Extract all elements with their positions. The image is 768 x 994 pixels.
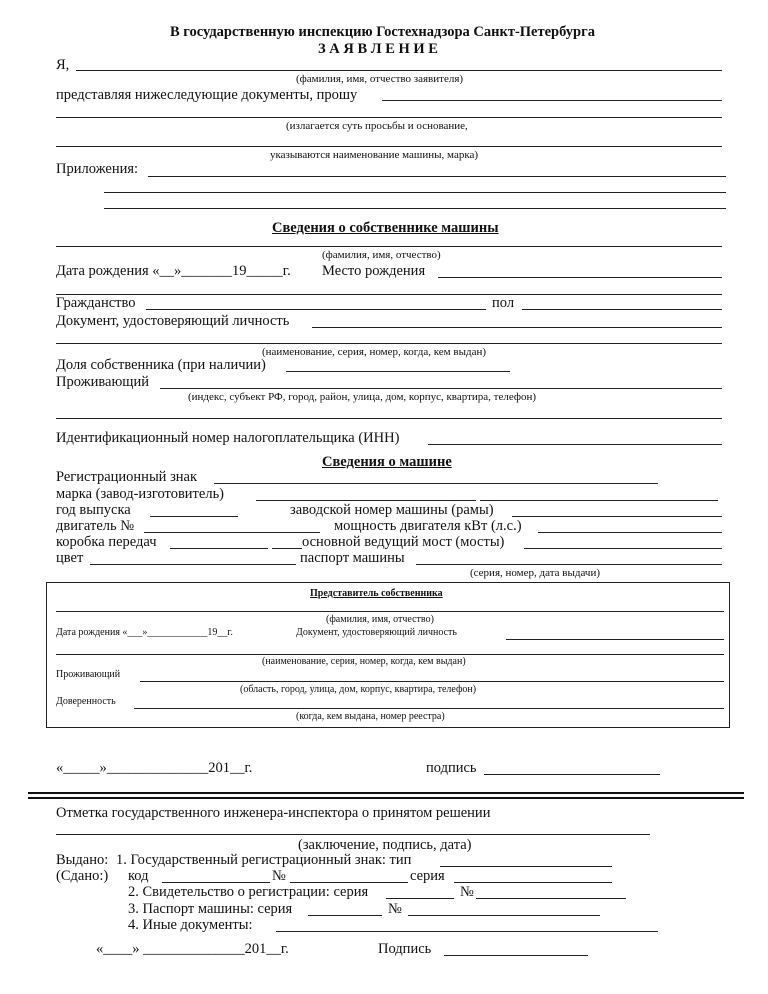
brand-label: марка (завод-изготовитель): [56, 486, 225, 502]
attachments-line-3[interactable]: [104, 208, 726, 209]
power-of-attorney-line[interactable]: [134, 708, 724, 709]
brand-line[interactable]: [256, 500, 476, 501]
request-label: представляя нижеследующие документы, прошу: [56, 87, 358, 103]
citizenship-label: Гражданство: [56, 295, 136, 311]
rep-id-doc-line-2[interactable]: [56, 654, 724, 655]
other-docs-line[interactable]: [276, 931, 658, 932]
share-line[interactable]: [286, 371, 510, 372]
passport-label: паспорт машины: [300, 550, 405, 566]
issued-item-4: 4. Иные документы:: [128, 917, 253, 933]
representative-box: [46, 582, 730, 728]
issued-item-3: 3. Паспорт машины: серия: [128, 901, 293, 917]
certificate-series-line[interactable]: [386, 898, 454, 899]
divider-top: [28, 792, 744, 794]
request-line-1[interactable]: [382, 100, 722, 101]
passport-hint: (серия, номер, дата выдачи): [470, 567, 601, 579]
rep-name-line[interactable]: [56, 611, 724, 612]
engine-label: двигатель №: [56, 518, 135, 534]
request-hint-1: (излагается суть просьбы и основание,: [286, 120, 468, 132]
inn-label: Идентификационный номер налогоплательщика (ИНН): [56, 430, 400, 446]
brand-line-2[interactable]: [480, 500, 718, 501]
inspector-heading: Отметка государственного инженера-инспектора о принятом решении: [56, 805, 491, 821]
inspector-sign-line[interactable]: [444, 955, 588, 956]
rep-residence-label: Проживающий: [56, 669, 121, 680]
applicant-name-line[interactable]: [76, 70, 722, 71]
owner-residence-line-2[interactable]: [56, 418, 722, 419]
color-label: цвет: [56, 550, 84, 566]
inn-line[interactable]: [428, 444, 722, 445]
signature-label: подпись: [426, 760, 477, 776]
factory-number-label: заводской номер машины (рамы): [290, 502, 494, 518]
addressee: В государственную инспекцию Гостехнадзора Санкт-Петербурга: [170, 24, 595, 40]
applicant-name-hint: (фамилия, имя, отчество заявителя): [296, 73, 464, 85]
plate-number-line[interactable]: [290, 882, 408, 883]
issued-label: Выдано:: [56, 852, 109, 868]
reg-sign-line[interactable]: [214, 483, 658, 484]
owner-birth-place-label: Место рождения: [322, 263, 426, 279]
gearbox-label: коробка передач: [56, 534, 157, 550]
attachments-label: Приложения:: [56, 161, 139, 177]
certificate-number-sign: №: [460, 884, 474, 900]
code-label: код: [128, 868, 149, 884]
document-title: З А Я В Л Е Н И Е: [318, 41, 438, 57]
rep-id-doc-label: Документ, удостоверяющий личность: [296, 627, 457, 638]
applicant-i-label: Я,: [56, 57, 70, 73]
plate-series-line[interactable]: [454, 882, 612, 883]
owner-id-doc-line[interactable]: [312, 327, 722, 328]
owner-birth-place-line[interactable]: [438, 277, 722, 278]
machine-heading: Сведения о машине: [322, 454, 452, 470]
sex-label: пол: [492, 295, 515, 311]
applicant-date: «_____»______________201__г.: [56, 760, 253, 776]
conclusion-line[interactable]: [56, 834, 650, 835]
passport-number-sign: №: [388, 901, 402, 917]
power-line[interactable]: [538, 532, 722, 533]
rep-id-doc-hint: (наименование, серия, номер, когда, кем выдан): [262, 656, 466, 667]
citizenship-line[interactable]: [146, 309, 486, 310]
owner-name-hint: (фамилия, имя, отчество): [322, 249, 441, 261]
owner-residence-label: Проживающий: [56, 374, 149, 390]
request-line-2[interactable]: [56, 117, 722, 118]
rep-birth-date: Дата рождения «___»____________19__г.: [56, 627, 233, 638]
plate-type-line[interactable]: [440, 866, 612, 867]
drive-axle-label: основной ведущий мост (мосты): [302, 534, 505, 550]
engine-line[interactable]: [144, 532, 320, 533]
gearbox-line[interactable]: [170, 548, 268, 549]
passport-line[interactable]: [416, 564, 722, 565]
inspector-date: «____» ______________201__г.: [96, 941, 289, 957]
owner-name-line[interactable]: [56, 246, 722, 247]
signature-line[interactable]: [484, 774, 660, 775]
share-label: Доля собственника (при наличии): [56, 357, 266, 373]
sex-line[interactable]: [522, 309, 722, 310]
rep-residence-line[interactable]: [140, 681, 724, 682]
rep-id-doc-line[interactable]: [506, 639, 724, 640]
year-line[interactable]: [150, 516, 238, 517]
owner-id-doc-hint: (наименование, серия, номер, когда, кем выдан): [262, 346, 487, 358]
owner-residence-hint: (индекс, субъект РФ, город, район, улица, дом, корпус, квартира, телефон): [188, 391, 537, 403]
representative-heading: Представитель собственника: [310, 588, 443, 599]
request-line-3[interactable]: [56, 146, 722, 147]
owner-heading: Сведения о собственнике машины: [272, 220, 499, 236]
request-hint-2: указываются наименование машины, марка): [270, 149, 479, 161]
plate-number-sign: №: [272, 868, 286, 884]
owner-id-doc-line-2[interactable]: [56, 343, 722, 344]
owner-birth-date: Дата рождения «__»_______19_____г.: [56, 263, 291, 279]
owner-residence-line[interactable]: [160, 388, 722, 389]
inspector-sign-label: Подпись: [378, 941, 432, 957]
code-line[interactable]: [162, 882, 270, 883]
attachments-line-2[interactable]: [104, 192, 726, 193]
drive-axle-line[interactable]: [524, 548, 722, 549]
passport-series-line[interactable]: [308, 915, 382, 916]
divider-bottom: [28, 797, 744, 799]
color-line[interactable]: [90, 564, 296, 565]
owner-birth-place-line-2[interactable]: [56, 294, 722, 295]
power-label: мощность двигателя кВт (л.с.): [334, 518, 522, 534]
conclusion-hint: (заключение, подпись, дата): [298, 837, 472, 853]
issued-item-2: 2. Свидетельство о регистрации: серия: [128, 884, 369, 900]
certificate-number-line[interactable]: [476, 898, 626, 899]
passport-number-line[interactable]: [408, 915, 600, 916]
factory-number-line[interactable]: [512, 516, 722, 517]
owner-id-doc-label: Документ, удостоверяющий личность: [56, 313, 290, 329]
gearbox-line-2[interactable]: [272, 548, 302, 549]
year-label: год выпуска: [56, 502, 131, 518]
reg-sign-label: Регистрационный знак: [56, 469, 198, 485]
power-of-attorney-label: Доверенность: [56, 696, 116, 707]
power-of-attorney-hint: (когда, кем выдана, номер реестра): [296, 711, 445, 722]
attachments-line-1[interactable]: [148, 176, 726, 177]
issued-item-1: 1. Государственный регистрационный знак: тип: [116, 852, 412, 868]
rep-name-hint: (фамилия, имя, отчество): [326, 614, 434, 625]
plate-series-label: серия: [410, 868, 445, 884]
handed-label: (Сдано:): [56, 868, 109, 884]
rep-residence-hint: (область, город, улица, дом, корпус, квартира, телефон): [240, 684, 477, 695]
